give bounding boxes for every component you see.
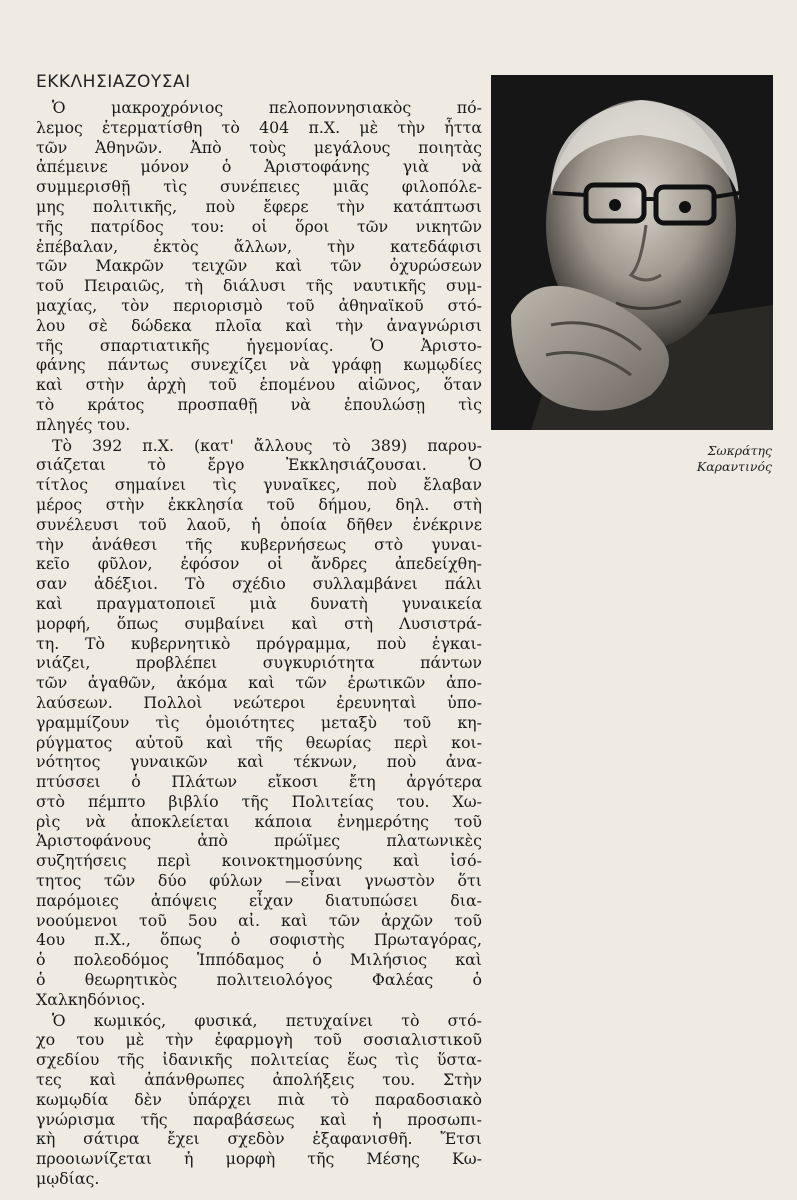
text-line: τῶν ἀγαθῶν, ἀκόμα καὶ τῶν ἐρωτικῶν ἀπο- [36,673,482,693]
text-line: συνέλευσι τοῦ λαοῦ, ἡ ὁποία δῆθεν ἐνέκρινε [36,514,482,534]
text-line: Τὸ 392 π.Χ. (κατ' ἄλλους τὸ 389) παρου- [52,435,482,455]
text-line: τῆς πατρίδος του: οἱ ὅροι τῶν νικητῶν [36,216,482,236]
photo-caption [640,443,772,475]
text-line: χο του μὲ τὴν ἐφαρμογὴ τοῦ σοσιαλιστικοῦ [36,1030,482,1050]
text-line: τῶν Μακρῶν τειχῶν καὶ τῶν ὀχυρώσεων [36,256,482,276]
text-line: τῆς σπαρτιατικῆς ἡγεμονίας. Ὁ Ἀριστο- [36,335,482,355]
text-line: ὁ θεωρητικὸς πολιτειολόγος Φαλέας ὁ [36,970,482,990]
caption-line: Καραντινός [696,459,772,474]
page-title: ΕΚΚΛΗΣΙΑΖΟΥΣΑΙ [36,72,191,92]
article-text [36,98,482,1190]
text-line: παρόμοιες ἀπόψεις εἶχαν διατυπώσει δια- [36,890,482,910]
text-line: ἀπέμεινε μόνον ὁ Ἀριστοφάνης γιὰ νὰ [36,157,482,177]
text-line: νότητος γυναικῶν καὶ τέκνων, ποὺ ἀνα- [36,752,482,772]
paragraph [36,1011,482,1189]
text-line: μορφή, ὅπως συμβαίνει καὶ στὴ Λυσιστρά- [36,613,482,633]
text-line: ρὶς νὰ ἀποκλείεται κάποια ἐνημερότης τοῦ [36,811,482,831]
text-line: λου σὲ δώδεκα πλοῖα καὶ τὴν ἀναγνώρισι [36,315,482,335]
text-line: τὸ κράτος προσπαθῇ νὰ ἐπουλώσῃ τὶς [36,394,482,414]
text-line: τῶν Ἀθηνῶν. Ἀπὸ τοὺς μεγάλους ποιητὰς [36,137,482,157]
text-line: γραμμίζουν τὶς ὁμοιότητες μεταξὺ τοῦ κη- [36,712,482,732]
portrait-image [491,75,773,430]
text-line: φάνης πάντως συνεχίζει νὰ γράφῃ κωμῳδίες [36,355,482,375]
text-line: μαχίας, τὸν περιορισμὸ τοῦ ἀθηναϊκοῦ στό- [36,295,482,315]
text-line: προοιωνίζεται ἡ μορφὴ τῆς Μέσης Κω- [36,1149,482,1169]
text-line: μης πολιτικῆς, ποὺ ἔφερε τὴν κατάπτωσι [36,196,482,216]
text-line: σιάζεται τὸ ἔργο Ἐκκλησιάζουσαι. Ὁ [36,455,482,475]
text-line: ρύγματος αὐτοῦ καὶ τῆς θεωρίας περὶ κοι- [36,732,482,752]
text-line: σχεδίου τῆς ἰδανικῆς πολιτείας ἕως τὶς ὕστα- [36,1050,482,1070]
text-line: τες καὶ ἀπάνθρωπες ἀπολήξεις του. Στὴν [36,1070,482,1090]
text-line: πληγές του. [36,414,131,434]
text-line: Χαλκηδόνιος. [36,989,146,1009]
text-line: κεῖο φῦλον, ἐφόσον οἱ ἄνδρες ἀπεδείχθη- [36,554,482,574]
text-line: λαύσεων. Πολλοὶ νεώτεροι ἐρευνηταὶ ὑπο- [36,692,482,712]
text-line: συζητήσεις περὶ κοινοκτημοσύνης καὶ ἰσό- [36,851,482,871]
text-line: τητος τῶν δύο φύλων —εἶναι γνωστὸν ὅτι [36,871,482,891]
text-line: Ὁ κωμικός, φυσικά, πετυχαίνει τὸ στό- [52,1010,482,1030]
text-line: λεμος ἐτερματίσθη τὸ 404 π.Χ. μὲ τὴν ἧττα [36,117,482,137]
paragraph [36,436,482,1010]
text-line: σαν ἀδέξιοι. Τὸ σχέδιο συλλαμβάνει πάλι [36,574,482,594]
text-line: ὁ πολεοδόμος Ἱππόδαμος ὁ Μιλήσιος καὶ [36,950,482,970]
paragraph [36,98,482,435]
text-line: γνώρισμα τῆς παραβάσεως καὶ ἡ προσωπι- [36,1109,482,1129]
text-line: τη. Τὸ κυβερνητικὸ πρόγραμμα, ποὺ ἐγκαι- [36,633,482,653]
text-line: Ἀριστοφάνους ἀπὸ πρώϊμες πλατωνικὲς [36,831,482,851]
text-line: 4ου π.Χ., ὅπως ὁ σοφιστὴς Πρωταγόρας, [36,930,482,950]
text-line: τίτλος σημαίνει τὶς γυναῖκες, ποὺ ἔλαβαν [36,475,482,495]
text-line: νοούμενοι τοῦ 5ου αἰ. καὶ τῶν ἀρχῶν τοῦ [36,910,482,930]
text-line: κὴ σάτιρα ἔχει σχεδὸν ἐξαφανισθῆ. Ἔτσι [36,1129,482,1149]
text-line: κωμῳδία δὲν ὑπάρχει πιὰ τὸ παραδοσιακὸ [36,1089,482,1109]
text-line: συμμερισθῇ τὶς συνέπειες μιᾶς φιλοπόλε- [36,177,482,197]
text-line: μῳδίας. [36,1169,100,1189]
text-line: τὴν ἀνάθεσι τῆς κυβερνήσεως στὸ γυναι- [36,534,482,554]
text-line: ἐπέβαλαν, ἐκτὸς ἄλλων, τὴν κατεδάφισι [36,236,482,256]
text-line: τοῦ Πειραιῶς, τὴ διάλυσι τῆς ναυτικῆς συμ- [36,276,482,296]
text-line: Ὁ μακροχρόνιος πελοποννησιακὸς πό- [52,98,482,117]
text-line: νιάζει, προβλέπει συγκυριότητα πάντων [36,653,482,673]
portrait-photo [491,75,773,430]
caption-line: Σωκράτης [707,443,772,458]
text-line: στὸ πέμπτο βιβλίο τῆς Πολιτείας του. Χω- [36,791,482,811]
text-line: μέρος στὴν ἐκκλησία τοῦ δήμου, δηλ. στὴ [36,494,482,514]
text-line: καὶ στὴν ἀρχὴ τοῦ ἑπομένου αἰῶνος, ὅταν [36,375,482,395]
text-line: πτύσσει ὁ Πλάτων εἴκοσι ἔτη ἀργότερα [36,772,482,792]
text-line: καὶ πραγματοποιεῖ μιὰ δυνατὴ γυναικεία [36,593,482,613]
